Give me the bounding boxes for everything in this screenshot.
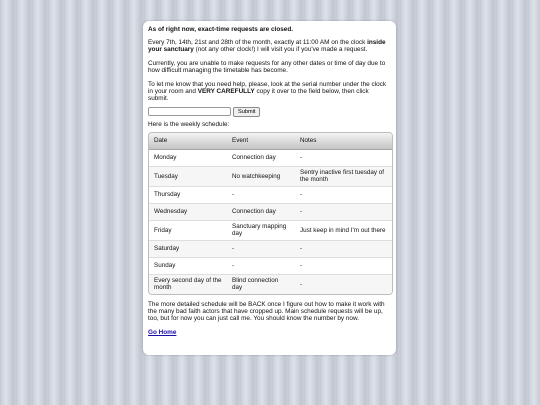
cell-event: - [227, 257, 295, 274]
visit-text: Every 7th, 14th, 21st and 28th of the month, exactly at 11:00 AM on the clock [148, 39, 368, 47]
visit-paragraph [148, 39, 391, 53]
submit-button[interactable]: Submit [233, 107, 260, 117]
table-row [149, 274, 392, 294]
cell-date: Thursday [149, 186, 227, 203]
cell-date: Monday [154, 154, 177, 162]
cell-event: No watchkeeping [227, 166, 295, 186]
table-header-row [149, 133, 392, 150]
help-paragraph [148, 81, 391, 103]
schedule-intro: Here is the weekly schedule: [148, 120, 230, 128]
help-text: To let me know that you need help, please, look at the serial number under the clock in your room and [148, 81, 387, 96]
table-row [149, 240, 392, 257]
cell-date: Every second day of the month [149, 274, 227, 294]
cell-date: Tuesday [149, 166, 227, 186]
cell-event: - [227, 240, 295, 257]
header-event: Event [227, 133, 295, 150]
header-notes: Notes [295, 133, 392, 150]
table-row [149, 186, 392, 203]
table-row [149, 220, 392, 240]
cell-date: Sunday [149, 257, 227, 274]
schedule-table [148, 132, 393, 295]
help-emphasis: VERY CAREFULLY [197, 88, 255, 96]
visit-text-end: (not any other clock!) I will visit you if you've made a request. [193, 46, 368, 54]
visit-emphasis: inside your sanctuary [148, 39, 386, 54]
table-row [149, 257, 392, 274]
cell-event: Connection day [227, 203, 295, 220]
cell-date: Friday [149, 220, 227, 240]
cell-notes: Sentry inactive first tuesday of the month [295, 166, 392, 186]
cell-date: Saturday [149, 240, 227, 257]
cell-notes: Just keep in mind I'm out there [295, 220, 392, 240]
cell-event: Blind connection day [227, 274, 295, 294]
cell-event: Connection day [232, 154, 276, 162]
table-row [149, 203, 392, 220]
cell-date: Wednesday [149, 203, 227, 220]
main-card [143, 21, 396, 355]
serial-form [148, 107, 391, 117]
table-row [149, 166, 392, 186]
table-row [149, 149, 392, 166]
cell-notes: - [295, 257, 392, 274]
cell-notes: - [300, 154, 303, 162]
closed-heading: As of right now, exact-time requests are closed. [148, 26, 294, 33]
cell-notes: - [295, 203, 392, 220]
cell-event: Sanctuary mapping day [227, 220, 295, 240]
header-date: Date [149, 133, 227, 150]
unable-paragraph: Currently, you are unable to make requests for any other dates or time of day due to how difficult managing the timetable has become. [148, 60, 386, 75]
cell-notes: - [295, 274, 392, 294]
cell-event: - [227, 186, 295, 203]
detail-paragraph: The more detailed schedule will be BACK once I figure out how to make it work with the many bad faith actors that have cropped up. Main schedule requests will be up, too, but for now you can just call me. You should know the number by now. [148, 300, 385, 323]
cell-notes: - [295, 240, 392, 257]
go-home-link[interactable]: Go Home [148, 328, 177, 336]
serial-number-input[interactable] [148, 107, 231, 116]
cell-notes: - [295, 186, 392, 203]
help-text-end: copy it over to the field below, then click submit. [148, 88, 369, 103]
